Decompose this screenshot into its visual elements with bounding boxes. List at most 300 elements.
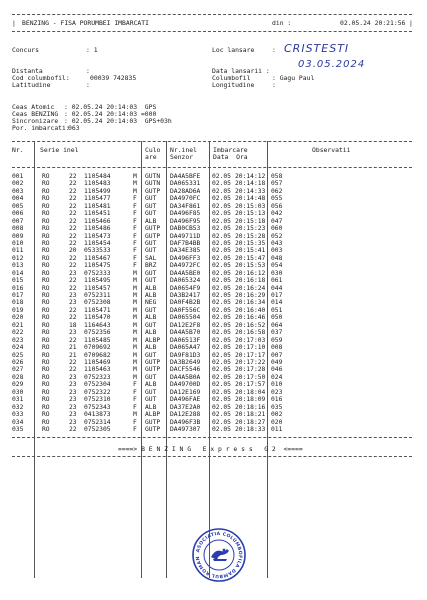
cell-nr: 021	[12, 321, 24, 329]
cell-ora: 20:14:48	[235, 195, 266, 203]
cell-tara: RO	[42, 239, 50, 247]
cell-an: 21	[69, 351, 77, 359]
cell-senzor: DACF5546	[170, 366, 201, 374]
loc-lansare-handwritten: CRISTESTI	[284, 42, 350, 55]
header-right-bar: |	[409, 19, 413, 27]
cell-data: 02.05	[212, 314, 231, 322]
din-value: 02.05.24 20:21:56	[340, 19, 406, 27]
cell-nr-inel: 0413873	[84, 411, 111, 419]
cell-sex: M	[133, 373, 137, 381]
table-row	[12, 299, 412, 306]
cell-senzor: DA49711D	[170, 232, 201, 240]
cell-culoare: GUTP	[145, 418, 161, 426]
table-row	[12, 329, 412, 336]
cell-nr-inel: 0752311	[84, 292, 111, 300]
cell-an: 22	[69, 314, 77, 322]
cell-ora: 20:16:12	[235, 269, 266, 277]
table-row	[12, 247, 412, 254]
cell-tara: RO	[42, 210, 50, 218]
cell-nr: 023	[12, 336, 24, 344]
cell-observatii: 062	[271, 187, 283, 195]
cell-nr: 020	[12, 314, 24, 322]
cell-tara: RO	[42, 336, 50, 344]
cell-nr: 002	[12, 180, 24, 188]
cell-observatii: 054	[271, 262, 283, 270]
table-row	[12, 255, 412, 262]
cell-ora: 20:15:18	[235, 217, 266, 225]
cell-an: 22	[69, 202, 77, 210]
benzing-express-footer: ====> B E N Z I N G E x p r e s s G 2 <====	[118, 445, 303, 453]
cell-observatii: 059	[271, 336, 283, 344]
cell-ora: 20:17:10	[235, 344, 266, 352]
cell-sex: F	[133, 425, 137, 433]
table-row	[12, 411, 412, 418]
cell-sex: M	[133, 411, 137, 419]
cell-nr: 004	[12, 195, 24, 203]
cell-sex: M	[133, 321, 137, 329]
cell-sex: F	[133, 388, 137, 396]
cell-culoare: GUT	[145, 388, 157, 396]
cell-ora: 20:15:23	[235, 225, 266, 233]
cell-culoare: GUT	[145, 210, 157, 218]
cell-nr: 005	[12, 202, 24, 210]
cell-data: 02.05	[212, 254, 231, 262]
cell-data: 02.05	[212, 262, 231, 270]
cell-culoare: GUT	[145, 306, 157, 314]
cell-culoare: GUT	[145, 269, 157, 277]
cell-nr: 013	[12, 262, 24, 270]
cell-nr-inel: 1105495	[84, 277, 111, 285]
cell-tara: RO	[42, 403, 50, 411]
cell-culoare: ALB	[145, 217, 157, 225]
cell-ora: 20:17:22	[235, 359, 266, 366]
cell-tara: RO	[42, 232, 50, 240]
cell-ora: 20:15:28	[235, 232, 266, 240]
cell-nr: 019	[12, 306, 24, 314]
cell-tara: RO	[42, 396, 50, 404]
table-bottom-rule	[12, 437, 412, 438]
table-row	[12, 359, 412, 366]
cell-observatii: 035	[271, 403, 283, 411]
table-row	[12, 426, 412, 433]
cell-senzor: DA4A5BFE	[170, 173, 201, 180]
cell-nr-inel: 1105451	[84, 210, 111, 218]
svg-text:ASOCIATIA COLUMBOFILA DAMBUL R: ASOCIATIA COLUMBOFILA DAMBUL ROMAN	[195, 531, 243, 579]
table-row	[12, 173, 412, 180]
cell-senzor: DA34E385	[170, 247, 201, 255]
cell-senzor: DA4A5B0A	[170, 373, 201, 381]
cell-an: 22	[69, 425, 77, 433]
cell-data: 02.05	[212, 425, 231, 433]
cell-data: 02.05	[212, 195, 231, 203]
cell-observatii: 014	[271, 299, 283, 307]
cell-an: 22	[69, 232, 77, 240]
cell-observatii: 023	[271, 388, 283, 396]
cell-senzor: DA06513F	[170, 336, 201, 344]
cell-nr: 024	[12, 344, 24, 352]
cell-ora: 20:14:33	[235, 187, 266, 195]
columbofil-value: : Gagu Paul	[272, 74, 315, 82]
col-header-serie-inel: Serie inel	[40, 146, 79, 154]
table-row	[12, 270, 412, 277]
cell-observatii: 042	[271, 210, 283, 218]
cell-an: 22	[69, 187, 77, 195]
col-header-observatii: Observatii	[312, 146, 351, 154]
cell-an: 22	[69, 277, 77, 285]
table-row	[12, 389, 412, 396]
cell-nr: 027	[12, 366, 24, 374]
cell-sex: M	[133, 344, 137, 352]
cell-sex: F	[133, 225, 137, 233]
cell-ora: 20:18:21	[235, 411, 266, 419]
cell-senzor: DA065324	[170, 277, 201, 285]
cell-ora: 20:16:52	[235, 321, 266, 329]
concurs-value: : 1	[86, 46, 98, 54]
cell-nr: 015	[12, 277, 24, 285]
cell-observatii: 051	[271, 306, 283, 314]
cell-nr-inel: 1105463	[84, 366, 111, 374]
por-imbarcati-label: Por. imbarcati:	[12, 124, 70, 132]
col-header-culoare-2: are	[145, 153, 157, 161]
cell-sex: F	[133, 217, 137, 225]
cell-an: 23	[69, 388, 77, 396]
cell-senzor: DA496F95	[170, 217, 201, 225]
cell-nr: 025	[12, 351, 24, 359]
cell-data: 02.05	[212, 396, 231, 404]
cell-sex: F	[133, 210, 137, 218]
cell-nr-inel: 1105477	[84, 195, 111, 203]
cell-tara: RO	[42, 306, 50, 314]
din-label: din :	[272, 19, 292, 27]
cell-data: 02.05	[212, 403, 231, 411]
cell-observatii: 052	[271, 232, 283, 240]
cell-an: 22	[69, 239, 77, 247]
cell-an: 22	[69, 366, 77, 374]
ceas-atomic-value: : 02.05.24 20:14:03 GPS	[64, 103, 157, 111]
cell-nr-inel: 0752304	[84, 381, 111, 389]
cell-culoare: GUT	[145, 277, 157, 285]
cell-data: 02.05	[212, 202, 231, 210]
table-row	[12, 277, 412, 284]
col-header-imbarcare-1: Imbarcare	[213, 146, 248, 154]
cell-tara: RO	[42, 180, 50, 188]
cell-culoare: GUTN	[145, 180, 161, 188]
cell-tara: RO	[42, 262, 50, 270]
cell-ora: 20:15:47	[235, 254, 266, 262]
cell-nr-inel: 1105466	[84, 217, 111, 225]
cell-nr-inel: 0752333	[84, 269, 111, 277]
cell-nr-inel: 1105469	[84, 359, 111, 366]
cell-an: 22	[69, 195, 77, 203]
cell-sex: F	[133, 381, 137, 389]
cell-data: 02.05	[212, 351, 231, 359]
sincronizare-label: Sincronizare	[12, 117, 59, 125]
cell-culoare: GUTP	[145, 187, 161, 195]
col-header-nrinel-2: Senzor	[170, 153, 194, 161]
cell-culoare: GUT	[145, 239, 157, 247]
distanta-value: :	[86, 67, 90, 75]
cell-data: 02.05	[212, 321, 231, 329]
cell-nr: 010	[12, 239, 24, 247]
cell-tara: RO	[42, 381, 50, 389]
cell-nr: 029	[12, 381, 24, 389]
cell-nr: 018	[12, 299, 24, 307]
cell-senzor: DA0F4B2B	[170, 299, 201, 307]
cell-sex: M	[133, 292, 137, 300]
cell-nr: 016	[12, 284, 24, 292]
cell-tara: RO	[42, 366, 50, 374]
cell-an: 22	[69, 210, 77, 218]
cell-an: 23	[69, 269, 77, 277]
cell-sex: M	[133, 306, 137, 314]
cell-data: 02.05	[212, 344, 231, 352]
table-row	[12, 195, 412, 202]
col-header-culoare-1: Culo	[145, 146, 161, 154]
cell-data: 02.05	[212, 366, 231, 374]
cell-nr-inel: 1105481	[84, 202, 111, 210]
cell-culoare: GUTP	[145, 232, 161, 240]
cell-data: 02.05	[212, 187, 231, 195]
cell-an: 23	[69, 381, 77, 389]
cell-ora: 20:15:53	[235, 262, 266, 270]
cell-senzor: DA496FAE	[170, 396, 201, 404]
cell-observatii: 030	[271, 269, 283, 277]
cell-an: 23	[69, 299, 77, 307]
cell-sex: F	[133, 396, 137, 404]
cell-culoare: GUT	[145, 396, 157, 404]
cell-tara: RO	[42, 292, 50, 300]
cell-tara: RO	[42, 217, 50, 225]
longitudine-label: Longitudine	[212, 81, 255, 89]
cell-tara: RO	[42, 254, 50, 262]
cell-ora: 20:17:57	[235, 381, 266, 389]
cell-tara: RO	[42, 411, 50, 419]
cell-culoare: SAL	[145, 254, 157, 262]
cell-senzor: DA4A5B70	[170, 329, 201, 337]
loc-lansare-label: Loc lansare	[212, 46, 255, 54]
cell-tara: RO	[42, 321, 50, 329]
cell-sex: M	[133, 180, 137, 188]
cell-nr-inel: 0709692	[84, 344, 111, 352]
header-left-bar: |	[12, 19, 16, 27]
cell-observatii: 011	[271, 425, 283, 433]
cell-observatii: 017	[271, 292, 283, 300]
cell-nr-inel: 1105473	[84, 232, 111, 240]
cell-senzor: DA37E2A0	[170, 403, 201, 411]
cell-nr-inel: 1105454	[84, 239, 111, 247]
cell-culoare: GUTP	[145, 225, 161, 233]
cell-sex: M	[133, 187, 137, 195]
cell-data: 02.05	[212, 210, 231, 218]
cell-data: 02.05	[212, 373, 231, 381]
cell-observatii: 058	[271, 173, 283, 180]
cell-nr: 006	[12, 210, 24, 218]
cell-nr: 026	[12, 359, 24, 366]
longitudine-value: :	[272, 81, 276, 89]
cell-nr: 007	[12, 217, 24, 225]
cell-sex: F	[133, 262, 137, 270]
cell-an: 22	[69, 217, 77, 225]
cell-observatii: 050	[271, 314, 283, 322]
cell-observatii: 007	[271, 351, 283, 359]
cell-culoare: BRZ	[145, 262, 157, 270]
table-row	[12, 188, 412, 195]
cell-sex: F	[133, 254, 137, 262]
cell-ora: 20:16:46	[235, 314, 266, 322]
cell-ora: 20:16:40	[235, 306, 266, 314]
columbofil-label: Columbofil	[212, 74, 251, 82]
cell-culoare: ALB	[145, 284, 157, 292]
cell-senzor: DAF7B4BB	[170, 239, 201, 247]
cell-observatii: 020	[271, 418, 283, 426]
cell-sex: F	[133, 418, 137, 426]
table-row	[12, 233, 412, 240]
cell-nr-inel: 1105499	[84, 187, 111, 195]
cell-senzor: DA0654F9	[170, 284, 201, 292]
cell-tara: RO	[42, 299, 50, 307]
table-header-rule	[12, 167, 412, 168]
cell-nr-inel: 1105471	[84, 306, 111, 314]
cell-sex: M	[133, 277, 137, 285]
cell-senzor: DA4A5BE0	[170, 269, 201, 277]
cell-senzor: DA065504	[170, 314, 201, 322]
cell-an: 23	[69, 373, 77, 381]
cell-culoare: ALB	[145, 344, 157, 352]
ceas-benzing-value: : 02.05.24 20:14:03 =000	[64, 110, 157, 118]
cell-ora: 20:16:34	[235, 299, 266, 307]
cell-observatii: 010	[271, 381, 283, 389]
table-row	[12, 307, 412, 314]
cell-nr-inel: 1105486	[84, 225, 111, 233]
cell-nr: 035	[12, 425, 24, 433]
cell-an: 22	[69, 173, 77, 180]
cell-culoare: ALBP	[145, 411, 161, 419]
table-row	[12, 285, 412, 292]
cell-nr-inel: 0752305	[84, 425, 111, 433]
cell-culoare: GUT	[145, 321, 157, 329]
cell-senzor: DA3B2417	[170, 292, 201, 300]
cell-tara: RO	[42, 388, 50, 396]
cell-nr-inel: 0752356	[84, 329, 111, 337]
cell-an: 23	[69, 418, 77, 426]
cell-senzor: DA28AD6A	[170, 187, 201, 195]
table-row	[12, 225, 412, 232]
cell-culoare: ALB	[145, 403, 157, 411]
cell-nr: 009	[12, 232, 24, 240]
cell-nr-inel: 1105470	[84, 314, 111, 322]
cell-culoare: GUT	[145, 202, 157, 210]
cell-observatii: 016	[271, 396, 283, 404]
cell-observatii: 024	[271, 373, 283, 381]
cell-observatii: 046	[271, 366, 283, 374]
cell-ora: 20:17:28	[235, 366, 266, 374]
cell-ora: 20:17:50	[235, 373, 266, 381]
cell-data: 02.05	[212, 292, 231, 300]
cell-nr-inel: 0752323	[84, 373, 111, 381]
cell-observatii: 003	[271, 247, 283, 255]
cell-observatii: 048	[271, 254, 283, 262]
cell-sex: F	[133, 202, 137, 210]
cell-nr-inel: 0752322	[84, 388, 111, 396]
cell-nr: 034	[12, 418, 24, 426]
cell-observatii: 056	[271, 202, 283, 210]
cell-nr: 003	[12, 187, 24, 195]
cell-an: 22	[69, 359, 77, 366]
cell-tara: RO	[42, 418, 50, 426]
cell-sex: M	[133, 269, 137, 277]
cell-data: 02.05	[212, 418, 231, 426]
cell-nr-inel: 0752308	[84, 299, 111, 307]
cell-data: 02.05	[212, 411, 231, 419]
table-row	[12, 180, 412, 187]
cell-tara: RO	[42, 329, 50, 337]
cell-culoare: GUTN	[145, 173, 161, 180]
cell-culoare: GUT	[145, 373, 157, 381]
cell-nr: 014	[12, 269, 24, 277]
table-row	[12, 218, 412, 225]
cell-observatii: 008	[271, 344, 283, 352]
cell-sex: M	[133, 314, 137, 322]
cell-an: 22	[69, 180, 77, 188]
cell-nr: 022	[12, 329, 24, 337]
table-row	[12, 374, 412, 381]
cell-sex: M	[133, 284, 137, 292]
cell-data: 02.05	[212, 217, 231, 225]
cell-tara: RO	[42, 269, 50, 277]
cell-data: 02.05	[212, 247, 231, 255]
cell-sex: F	[133, 195, 137, 203]
cell-observatii: 049	[271, 359, 283, 366]
data-lansarii-label: Data lansarii :	[212, 67, 270, 75]
cell-nr: 001	[12, 173, 24, 180]
cell-nr-inel: 1105483	[84, 180, 111, 188]
table-row	[12, 366, 412, 373]
cell-ora: 20:18:27	[235, 418, 266, 426]
cell-observatii: 057	[271, 180, 283, 188]
cell-observatii: 002	[271, 411, 283, 419]
cod-columbofil-label: Cod columbofil:	[12, 74, 70, 82]
document-title: BENZING - FISA PORUMBEI IMBARCATI	[22, 19, 149, 27]
por-imbarcati-value: 063	[68, 124, 80, 132]
cell-culoare: GUT	[145, 247, 157, 255]
cell-data: 02.05	[212, 306, 231, 314]
cell-tara: RO	[42, 314, 50, 322]
data-lansarii-handwritten: 03.05.2024	[298, 59, 366, 70]
cell-an: 20	[69, 247, 77, 255]
cell-ora: 20:15:03	[235, 202, 266, 210]
col-header-nrinel-1: Nr.inel	[170, 146, 197, 154]
cell-an: 22	[69, 225, 77, 233]
cell-tara: RO	[42, 373, 50, 381]
footer-rule	[12, 456, 412, 457]
cell-sex: M	[133, 299, 137, 307]
cod-columbofil-value: 00039 742835	[90, 74, 137, 82]
cell-data: 02.05	[212, 388, 231, 396]
cell-nr-inel: 1164643	[84, 321, 111, 329]
cell-sex: M	[133, 366, 137, 374]
cell-observatii: 044	[271, 284, 283, 292]
cell-sex: F	[133, 403, 137, 411]
cell-sex: M	[133, 359, 137, 366]
cell-culoare: GUT	[145, 195, 157, 203]
cell-data: 02.05	[212, 329, 231, 337]
loc-lansare-sep: :	[272, 46, 276, 54]
cell-data: 02.05	[212, 269, 231, 277]
latitudine-label: Latitudine	[12, 81, 51, 89]
table-row	[12, 352, 412, 359]
cell-data: 02.05	[212, 299, 231, 307]
cell-senzor: DA065A47	[170, 344, 201, 352]
